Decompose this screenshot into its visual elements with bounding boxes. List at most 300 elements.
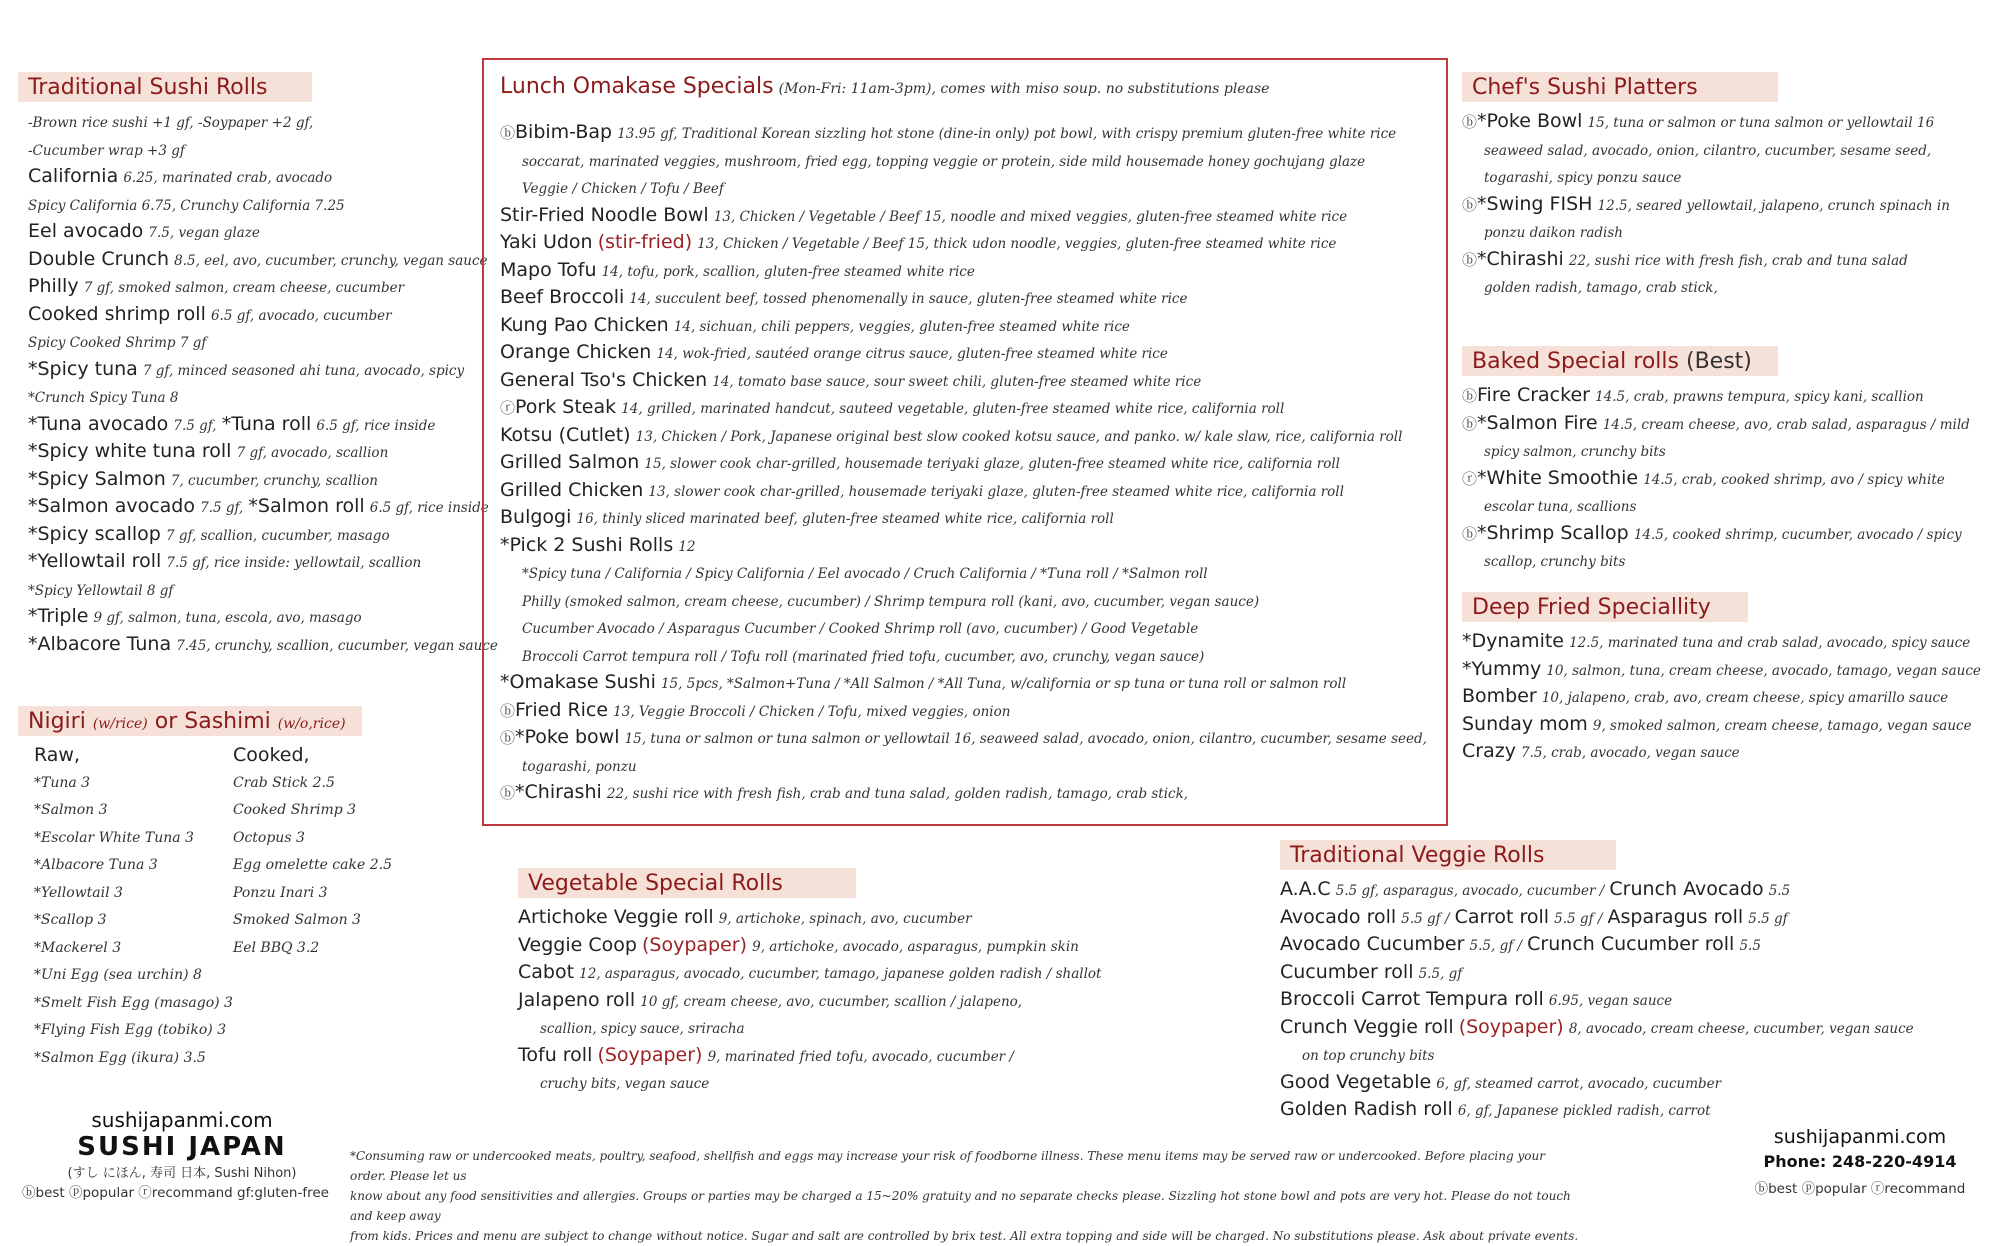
- japanese-name: (すし にほん, 寿司 日本, Sushi Nihon): [67, 1166, 297, 1181]
- item-desc: soccarat, marinated veggies, mushroom, fried egg, topping veggie or protein, side mild housemade honey gochujang glaze: [522, 153, 1366, 170]
- item-desc: 13, slower cook char-grilled, housemade teriyaki glaze, gluten-free steamed white rice, california roll: [648, 483, 1344, 500]
- item-name: Mapo Tofu: [500, 258, 597, 281]
- item-desc: 7.45, crunchy, scallion, cucumber, vegan sauce: [176, 637, 498, 654]
- baked-special-section: [1462, 346, 1992, 575]
- menu-list: [518, 904, 1138, 1097]
- menu-item: Cooked Shrimp 3: [232, 802, 357, 818]
- menu-item: [518, 904, 1138, 932]
- vegetable-special-section: [518, 868, 1138, 1097]
- item-name: Carrot roll: [1454, 905, 1550, 928]
- item-desc: 13, Chicken / Pork, Japanese original best slow cooked kotsu sauce, and panko. w/ kale slaw, rice, california roll: [635, 428, 1403, 445]
- item-name: *Tuna avocado: [28, 412, 169, 435]
- section-header: Chef's Sushi Platters: [1462, 72, 1778, 102]
- item-desc: 14.5, crab, prawns tempura, spicy kani, scallion: [1595, 389, 1924, 405]
- menu-list: [1462, 628, 1992, 766]
- item-desc: 12.5, seared yellowtail, jalapeno, crunch spinach in: [1597, 197, 1950, 214]
- disclaimer-line: know about any food sensitivities and allergies. Groups or parties may be charged a 15~20% gratuity and no separate checks please. Sizzling hot stone bowl and pots are very hot. Please do not touch and keep away: [350, 1189, 1571, 1223]
- menu-item: [500, 642, 1446, 670]
- item-desc: 9 gf, salmon, tuna, escola, avo, masago: [93, 610, 362, 626]
- menu-item: [18, 383, 478, 411]
- item-name: Crazy: [1462, 740, 1516, 762]
- item-desc: 9, marinated fried tofu, avocado, cucumber /: [707, 1048, 1014, 1065]
- item-name: Asparagus roll: [1607, 905, 1744, 928]
- item-variant: (Soypaper): [1458, 1015, 1564, 1038]
- item-desc: 14.5, cooked shrimp, cucumber, avocado / spicy: [1633, 526, 1962, 543]
- item-desc: scallion, spicy sauce, sriracha: [540, 1021, 745, 1037]
- item-desc: 7, cucumber, crunchy, scallion: [170, 472, 378, 489]
- menu-item: [500, 422, 1446, 450]
- item-name: California: [28, 165, 119, 187]
- menu-item: [18, 163, 478, 191]
- item-desc: 10, jalapeno, crab, avo, cream cheese, spicy amarillo sauce: [1541, 690, 1949, 706]
- section-header: [18, 706, 362, 736]
- item-desc: on top crunchy bits: [1302, 1048, 1435, 1064]
- item-name: Eel avocado: [28, 220, 144, 242]
- cooked-title: Cooked,: [232, 744, 310, 766]
- item-name: Orange Chicken: [500, 341, 652, 363]
- traditional-veggie-section: [1280, 840, 1914, 1124]
- item-name: *Spicy scallop: [28, 522, 161, 545]
- item-desc: 5.5 gf /: [1554, 910, 1603, 927]
- website-link[interactable]: sushijapanmi.com: [1773, 1126, 1947, 1148]
- menu-list: [1462, 382, 1992, 575]
- item-desc: 13, Chicken / Vegetable / Beef 15, noodle and mixed veggies, gluten-free steamed white rice: [713, 208, 1348, 225]
- item-name: *Shrimp Scallop: [1477, 521, 1629, 544]
- menu-item: [1280, 876, 1900, 904]
- menu-item: [500, 669, 1446, 697]
- item-desc: -Brown rice sushi +1 gf, -Soypaper +2 gf,: [28, 115, 314, 131]
- item-name: *Salmon Fire: [1477, 411, 1598, 434]
- item-name: *Chirashi: [515, 781, 602, 803]
- menu-item: [18, 631, 498, 659]
- item-desc: 8.5, eel, avo, cucumber, crunchy, vegan sauce: [174, 252, 488, 269]
- disclaimer: [350, 1146, 1580, 1246]
- menu-item: *Yellowtail 3: [34, 884, 123, 901]
- item-name: Fire Cracker: [1477, 384, 1590, 406]
- item-desc: 7.5 gf, rice inside: yellowtail, scallion: [166, 555, 422, 571]
- menu-item: [500, 779, 1446, 807]
- menu-item: [1462, 191, 1992, 219]
- item-desc: 9, artichoke, avocado, asparagus, pumpkin skin: [752, 938, 1079, 955]
- item-desc: *Crunch Spicy Tuna 8: [28, 390, 179, 406]
- menu-item: *Flying Fish Egg (tobiko) 3: [34, 1022, 227, 1038]
- item-name: Cucumber roll: [1280, 960, 1414, 983]
- item-desc: 7.5, vegan glaze: [148, 225, 260, 241]
- menu-item: [1462, 628, 1992, 656]
- item-name: Crunch Cucumber roll: [1527, 933, 1735, 955]
- menu-item: [518, 959, 1138, 987]
- item-name: *Yummy: [1462, 657, 1542, 680]
- item-desc: 7 gf, minced seasoned ahi tuna, avocado, spicy: [142, 362, 465, 379]
- cooked-column: [233, 742, 392, 1072]
- menu-item: [500, 147, 1446, 175]
- item-desc: seaweed salad, avocado, onion, cilantro, cucumber, sesame seed,: [1484, 142, 1932, 159]
- item-desc: 6.25, marinated crab, avocado: [123, 170, 333, 186]
- menu-item: [18, 603, 478, 631]
- menu-item: [1280, 1096, 1900, 1124]
- menu-item: [500, 752, 1446, 780]
- item-desc: 14, wok-fried, sautéed orange citrus sauce, gluten-free steamed white rice: [656, 346, 1168, 362]
- item-desc: 10, salmon, tuna, cream cheese, avocado, tamago, vegan sauce: [1546, 662, 1981, 679]
- menu-item: [1462, 520, 1992, 548]
- item-desc: 13, Chicken / Vegetable / Beef 15, thick udon noodle, veggies, gluten-free steamed white rice: [697, 236, 1337, 252]
- item-desc: 5.5 gf: [1748, 910, 1788, 927]
- menu-item: *Salmon 3: [34, 802, 108, 818]
- menu-item: [1462, 382, 1992, 410]
- item-name: Grilled Salmon: [500, 451, 640, 473]
- item-name: Fried Rice: [515, 698, 609, 721]
- menu-item: [1462, 492, 1992, 520]
- menu-item: [1462, 656, 1992, 684]
- item-desc: 9, smoked salmon, cream cheese, tamago, vegan sauce: [1592, 717, 1972, 734]
- marker-icon: ⓑ: [500, 729, 516, 747]
- item-name: Crunch Avocado: [1609, 878, 1764, 900]
- menu-item: [18, 218, 478, 246]
- item-desc: 6.5 gf, rice inside: [369, 500, 489, 516]
- item-name: *Poke Bowl: [1477, 110, 1583, 132]
- menu-item: [1462, 108, 1992, 136]
- item-name: Avocado Cucumber: [1280, 933, 1465, 955]
- item-name: Veggie Coop: [518, 933, 637, 956]
- menu-item: [1280, 986, 1900, 1014]
- menu-item: [18, 246, 488, 274]
- item-name: *Yellowtail roll: [28, 550, 162, 572]
- menu-item: [18, 466, 478, 494]
- menu-item: [500, 559, 1446, 587]
- menu-item: *Smelt Fish Egg (masago) 3: [34, 994, 233, 1011]
- item-desc: 12.5, marinated tuna and crab salad, avocado, spicy sauce: [1569, 635, 1971, 651]
- menu-item: [1280, 931, 1900, 959]
- menu-item: [1280, 904, 1900, 932]
- item-name: Crunch Veggie roll: [1280, 1015, 1454, 1038]
- sashimi-sub: (w/o,rice): [277, 716, 346, 732]
- menu-item: [18, 356, 478, 384]
- menu-item: [18, 521, 478, 549]
- traditional-sushi-rolls-section: [18, 72, 498, 658]
- menu-item: [500, 477, 1446, 505]
- menu-item: Eel BBQ 3.2: [232, 939, 320, 956]
- item-name: Tofu roll: [518, 1043, 593, 1066]
- menu-item: [18, 411, 478, 439]
- marker-icon: ⓑ: [1462, 414, 1478, 433]
- item-desc: 14.5, crab, cooked shrimp, avo / spicy white: [1643, 471, 1945, 488]
- item-desc: 6.5 gf, avocado, cucumber: [210, 307, 392, 324]
- section-header: [1462, 346, 1778, 376]
- menu-item: [518, 1069, 1138, 1097]
- menu-item: [18, 273, 478, 301]
- item-name: Avocado roll: [1280, 905, 1397, 928]
- menu-item: *Tuna 3: [34, 774, 91, 791]
- menu-item: [1462, 163, 1992, 191]
- item-name: Kotsu (Cutlet): [500, 423, 631, 446]
- marker-icon: ⓑ: [1462, 387, 1478, 405]
- item-desc: 5.5, gf: [1418, 965, 1463, 982]
- item-desc: 8, avocado, cream cheese, cucumber, vegan sauce: [1568, 1020, 1914, 1037]
- item-desc: 7 gf, avocado, scallion: [236, 445, 389, 461]
- menu-item: [1462, 246, 1992, 274]
- item-desc: 14, succulent beef, tossed phenomenally in sauce, gluten-free steamed white rice: [629, 291, 1188, 307]
- item-desc: 15, slower cook char-grilled, housemade teriyaki glaze, gluten-free steamed white rice, california roll: [644, 456, 1340, 472]
- menu-item: *Uni Egg (sea urchin) 8: [34, 967, 202, 983]
- item-name: *Spicy Salmon: [28, 467, 166, 490]
- item-desc: Veggie / Chicken / Tofu / Beef: [522, 181, 724, 197]
- menu-item: *Scallop 3: [34, 912, 107, 928]
- item-name: *Omakase Sushi: [500, 671, 656, 693]
- menu-item: [500, 257, 1446, 285]
- menu-item: [500, 119, 1446, 147]
- item-name: *Spicy tuna: [28, 357, 138, 380]
- menu-item: [1280, 1041, 1900, 1069]
- item-desc: 6, gf, steamed carrot, avocado, cucumber: [1436, 1075, 1722, 1092]
- item-desc: Spicy Cooked Shrimp 7 gf: [28, 335, 207, 351]
- menu-item: Ponzu Inari 3: [232, 884, 328, 901]
- item-desc: 15, tuna or salmon or tuna salmon or yellowtail 16, seaweed salad, avocado, onion, cilantro, cucumber, sesame seed,: [624, 731, 1427, 747]
- item-name: *Salmon roll: [248, 495, 365, 517]
- item-desc: 10 gf, cream cheese, avo, cucumber, scallion / jalapeno,: [640, 993, 1023, 1010]
- nigiri-columns: [18, 742, 392, 1072]
- item-desc: 7.5 gf,: [173, 417, 217, 434]
- menu-list: [1280, 876, 1914, 1124]
- item-name: Broccoli Carrot Tempura roll: [1280, 988, 1544, 1010]
- menu-item: [500, 614, 1446, 642]
- item-name: Yaki Udon: [500, 231, 593, 253]
- menu-item: Octopus 3: [232, 829, 305, 846]
- legend: ⓑbest ⓟpopular ⓡrecommand: [1754, 1181, 1966, 1197]
- item-desc: ponzu daikon radish: [1484, 225, 1623, 241]
- menu-item: [18, 548, 478, 576]
- item-desc: 14.5, cream cheese, avo, crab salad, asparagus / mild: [1602, 416, 1970, 433]
- item-name: Philly: [28, 275, 79, 297]
- marker-icon: ⓑ: [1462, 250, 1478, 269]
- menu-item: [500, 312, 1446, 340]
- menu-item: [500, 724, 1446, 752]
- phone-number[interactable]: Phone: 248-220-4914: [1763, 1152, 1957, 1171]
- menu-item: [1280, 959, 1900, 987]
- section-header: Traditional Veggie Rolls: [1280, 840, 1616, 870]
- menu-item: [500, 394, 1446, 422]
- item-name: Pork Steak: [515, 396, 617, 418]
- menu-item: [500, 174, 1446, 202]
- item-desc: golden radish, tamago, crab stick,: [1484, 280, 1718, 296]
- item-name: *Albacore Tuna: [28, 632, 172, 655]
- item-desc: 22, sushi rice with fresh fish, crab and tuna salad, golden radish, tamago, crab stick,: [606, 786, 1189, 802]
- menu-item: [18, 438, 478, 466]
- nigiri-title: Nigiri: [28, 709, 86, 734]
- item-desc: 5.5: [1739, 938, 1761, 954]
- menu-item: [1280, 1069, 1900, 1097]
- menu-item: [1280, 1014, 1914, 1042]
- item-name: Cooked shrimp roll: [28, 302, 206, 325]
- item-desc: 5.5: [1768, 883, 1791, 899]
- item-desc: escolar tuna, scallions: [1484, 499, 1637, 515]
- item-desc: 14, sichuan, chili peppers, veggies, gluten-free steamed white rice: [673, 318, 1130, 335]
- item-desc: 5.5, gf /: [1469, 938, 1523, 954]
- marker-icon: ⓑ: [1462, 524, 1478, 543]
- item-name: Bulgogi: [500, 506, 572, 528]
- menu-item: [518, 1014, 1138, 1042]
- item-desc: cruchy bits, vegan sauce: [540, 1076, 710, 1092]
- menu-item: [500, 587, 1446, 615]
- menu-item: [500, 504, 1446, 532]
- lunch-note: (Mon-Fri: 11am-3pm), comes with miso soup. no substitutions please: [778, 81, 1270, 97]
- menu-item: [18, 328, 478, 356]
- item-name: *White Smoothie: [1477, 466, 1639, 489]
- marker-icon: ⓑ: [500, 124, 516, 142]
- disclaimer-line: from kids. Prices and menu are subject to change without notice. Sugar and salt are controlled by brix test. All extra topping and side will be charged. No substitutions please. Ask about private events.: [350, 1229, 1579, 1243]
- menu-item: [18, 301, 478, 329]
- section-header: Deep Fried Speciallity: [1462, 592, 1748, 622]
- item-name: *Tuna roll: [221, 412, 312, 435]
- chefs-platters-section: [1462, 72, 1992, 301]
- item-name: Bibim-Bap: [515, 121, 613, 143]
- menu-item: [518, 932, 1138, 960]
- or-text: or: [154, 709, 178, 734]
- menu-item: Smoked Salmon 3: [232, 912, 361, 928]
- item-name: Beef Broccoli: [500, 286, 625, 308]
- menu-item: Crab Stick 2.5: [232, 774, 335, 791]
- item-desc: 7 gf, smoked salmon, cream cheese, cucumber: [83, 280, 405, 296]
- item-name: *Dynamite: [1462, 630, 1564, 652]
- item-name: *Chirashi: [1477, 247, 1564, 270]
- section-header: Traditional Sushi Rolls: [18, 72, 312, 102]
- menu-item: [500, 532, 1446, 560]
- menu-item: *Salmon Egg (ikura) 3.5: [34, 1049, 206, 1066]
- raw-list: [34, 770, 233, 1073]
- disclaimer-line: *Consuming raw or undercooked meats, poultry, seafood, shellfish and eggs may increase your risk of foodborne illness. These menu items may be served raw or undercooked. Before placing your order. Please let us: [350, 1149, 1545, 1183]
- item-desc: Broccoli Carrot tempura roll / Tofu roll (marinated fried tofu, cucumber, avo, crunchy, vegan sauce): [522, 648, 1205, 665]
- item-name: General Tso's Chicken: [500, 368, 708, 391]
- item-desc: 15, 5pcs, *Salmon+Tuna / *All Salmon / *All Tuna, w/california or sp tuna or tuna roll or salmon roll: [660, 676, 1347, 692]
- menu-item: [1462, 547, 1992, 575]
- item-desc: 7.5 gf,: [200, 500, 244, 516]
- item-desc: 13.95 gf, Traditional Korean sizzling hot stone (dine-in only) pot bowl, with crispy premium gluten-free white rice: [617, 126, 1397, 142]
- item-desc: *Spicy tuna / California / Spicy California / Eel avocado / Cruch California / *Tuna roll / *Salmon roll: [522, 566, 1208, 582]
- menu-item: [18, 576, 478, 604]
- item-desc: scallop, crunchy bits: [1484, 554, 1626, 570]
- menu-item: [500, 697, 1446, 725]
- item-desc: 14, grilled, marinated handcut, sauteed vegetable, gluten-free steamed white rice, california roll: [621, 401, 1285, 417]
- brand-block: [22, 1108, 342, 1201]
- menu-item: [500, 229, 1446, 257]
- item-desc: 13, Veggie Broccoli / Chicken / Tofu, mixed veggies, onion: [613, 703, 1011, 720]
- menu-item: [500, 367, 1446, 395]
- item-desc: Cucumber Avocado / Asparagus Cucumber / Cooked Shrimp roll (avo, cucumber) / Good Vegetable: [522, 621, 1199, 637]
- section-header: Lunch Omakase Specials: [500, 74, 774, 99]
- menu-item: [1462, 738, 1992, 766]
- item-desc: *Spicy Yellowtail 8 gf: [28, 582, 174, 599]
- menu-item: [18, 191, 478, 219]
- item-desc: Spicy California 6.75, Crunchy California 7.25: [28, 197, 345, 214]
- item-name: *Poke bowl: [515, 726, 620, 748]
- menu-item: [500, 449, 1446, 477]
- raw-column: [18, 742, 233, 1072]
- item-desc: 14, tomato base sauce, sour sweet chili, gluten-free steamed white rice: [712, 373, 1202, 390]
- item-name: Artichoke Veggie roll: [518, 906, 714, 928]
- lunch-omakase-section: [482, 58, 1448, 826]
- baked-title: Baked Special rolls: [1472, 349, 1679, 374]
- menu-item: *Escolar White Tuna 3: [34, 829, 194, 846]
- item-name: Bomber: [1462, 685, 1537, 707]
- item-desc: 6.95, vegan sauce: [1548, 993, 1673, 1009]
- menu-item: [500, 339, 1446, 367]
- item-name: *Spicy white tuna roll: [28, 440, 232, 462]
- menu-item: [18, 493, 489, 521]
- item-desc: -Cucumber wrap +3 gf: [28, 142, 185, 159]
- menu-item: [1462, 218, 1992, 246]
- marker-icon: ⓡ: [500, 399, 516, 417]
- logo: SUSHI JAPAN: [77, 1132, 287, 1162]
- item-desc: 14, tofu, pork, scallion, gluten-free steamed white rice: [601, 263, 975, 280]
- nigiri-sub: (w/rice): [92, 716, 148, 732]
- item-name: Good Vegetable: [1280, 1070, 1432, 1093]
- menu-list: [1462, 108, 1992, 301]
- item-desc: togarashi, ponzu: [522, 758, 637, 775]
- menu-item: Egg omelette cake 2.5: [232, 857, 392, 873]
- marker-icon: ⓑ: [500, 701, 516, 720]
- menu-item: [1462, 136, 1992, 164]
- item-desc: 12: [678, 538, 696, 555]
- item-desc: 6.5 gf, rice inside: [316, 417, 436, 434]
- item-desc: 7 gf, scallion, cucumber, masago: [165, 527, 390, 544]
- item-desc: 5.5 gf /: [1401, 910, 1450, 927]
- menu-item: [18, 136, 478, 164]
- marker-icon: ⓑ: [1462, 113, 1478, 131]
- menu-item: [1462, 465, 1992, 493]
- menu-item: [1462, 683, 1992, 711]
- item-name: *Triple: [28, 605, 89, 627]
- cooked-list: [233, 770, 392, 963]
- menu-item: [518, 987, 1138, 1015]
- menu-item: [18, 108, 478, 136]
- marker-icon: ⓡ: [1462, 469, 1478, 488]
- item-desc: 9, artichoke, spinach, avo, cucumber: [718, 911, 972, 927]
- item-name: Sunday mom: [1462, 712, 1588, 735]
- menu-item: [1462, 437, 1992, 465]
- menu-item: *Mackerel 3: [34, 939, 122, 956]
- item-desc: 16, thinly sliced marinated beef, gluten-free steamed white rice, california roll: [576, 511, 1114, 527]
- menu-list: [500, 119, 1446, 807]
- item-name: Golden Radish roll: [1280, 1098, 1453, 1120]
- nigiri-sashimi-section: [18, 706, 392, 1072]
- item-desc: Philly (smoked salmon, cream cheese, cucumber) / Shrimp tempura roll (kani, avo, cucumber, vegan sauce): [522, 593, 1260, 610]
- contact-block: [1740, 1126, 1980, 1197]
- item-desc: 6, gf, Japanese pickled radish, carrot: [1457, 1103, 1711, 1119]
- item-desc: togarashi, spicy ponzu sauce: [1484, 170, 1682, 186]
- menu-list: [18, 108, 498, 658]
- raw-title: Raw,: [34, 744, 81, 766]
- item-name: *Swing FISH: [1477, 192, 1593, 215]
- item-variant: (Soypaper): [597, 1043, 703, 1066]
- item-name: *Pick 2 Sushi Rolls: [500, 533, 674, 556]
- menu-item: [1462, 711, 1992, 739]
- item-name: *Salmon avocado: [28, 495, 195, 517]
- legend: ⓑbest ⓟpopular ⓡrecommand gf:gluten-free: [22, 1185, 329, 1201]
- item-desc: 12, asparagus, avocado, cucumber, tamago, japanese golden radish / shallot: [579, 966, 1102, 982]
- item-name: A.A.C: [1280, 878, 1331, 900]
- marker-icon: ⓑ: [1462, 195, 1478, 214]
- menu-item: [518, 1042, 1138, 1070]
- item-desc: 7.5, crab, avocado, vegan sauce: [1521, 745, 1740, 761]
- section-header: Vegetable Special Rolls: [518, 868, 856, 898]
- menu-item: *Albacore Tuna 3: [34, 857, 158, 873]
- website-link[interactable]: sushijapanmi.com: [91, 1108, 273, 1132]
- item-name: Grilled Chicken: [500, 478, 644, 501]
- item-desc: 22, sushi rice with fresh fish, crab and tuna salad: [1568, 252, 1908, 269]
- item-variant: (stir-fried): [597, 231, 693, 253]
- item-name: Double Crunch: [28, 247, 170, 270]
- item-name: Stir-Fried Noodle Bowl: [500, 203, 709, 226]
- baked-note: (Best): [1686, 349, 1752, 374]
